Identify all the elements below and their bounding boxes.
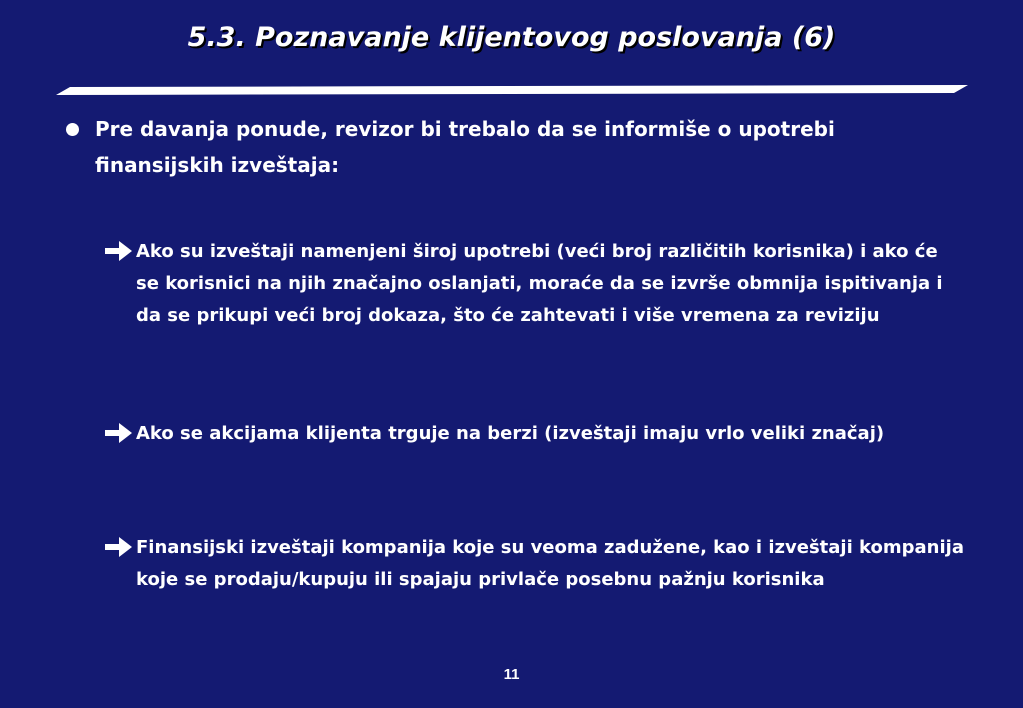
sub-bullet-text: Finansijski izveštaji kompanija koje su veoma zadužene, kao i izveštaji kompanija koje se prodaju/kupuju ili spajaju privlače posebnu pažnju korisnika	[136, 537, 964, 590]
main-bullet-text: Pre davanja ponude, revizor bi trebalo da se informiše o upotrebi finansijskih izveštaja:	[95, 117, 835, 177]
bullet-dot-icon	[66, 123, 79, 136]
slide-title: 5.3. Poznavanje klijentovog poslovanja (6)	[187, 22, 836, 53]
sub-bullet-text: Ako su izveštaji namenjeni široj upotrebi (veći broj različitih korisnika) i ako će se korisnici na njih značajno oslanjati, moraće da se izvrše obmnija ispitivanja i da se prikupi veći broj dokaza, što će zahtevati i više vremena za reviziju	[136, 241, 943, 326]
arrow-right-icon	[104, 535, 134, 559]
page-number: 11	[503, 666, 520, 683]
title-divider	[56, 84, 968, 96]
arrow-right-icon	[104, 421, 134, 445]
arrow-right-icon	[104, 239, 134, 263]
sub-bullet-text: Ako se akcijama klijenta trguje na berzi (izveštaji imaju vrlo veliki značaj)	[136, 423, 885, 444]
